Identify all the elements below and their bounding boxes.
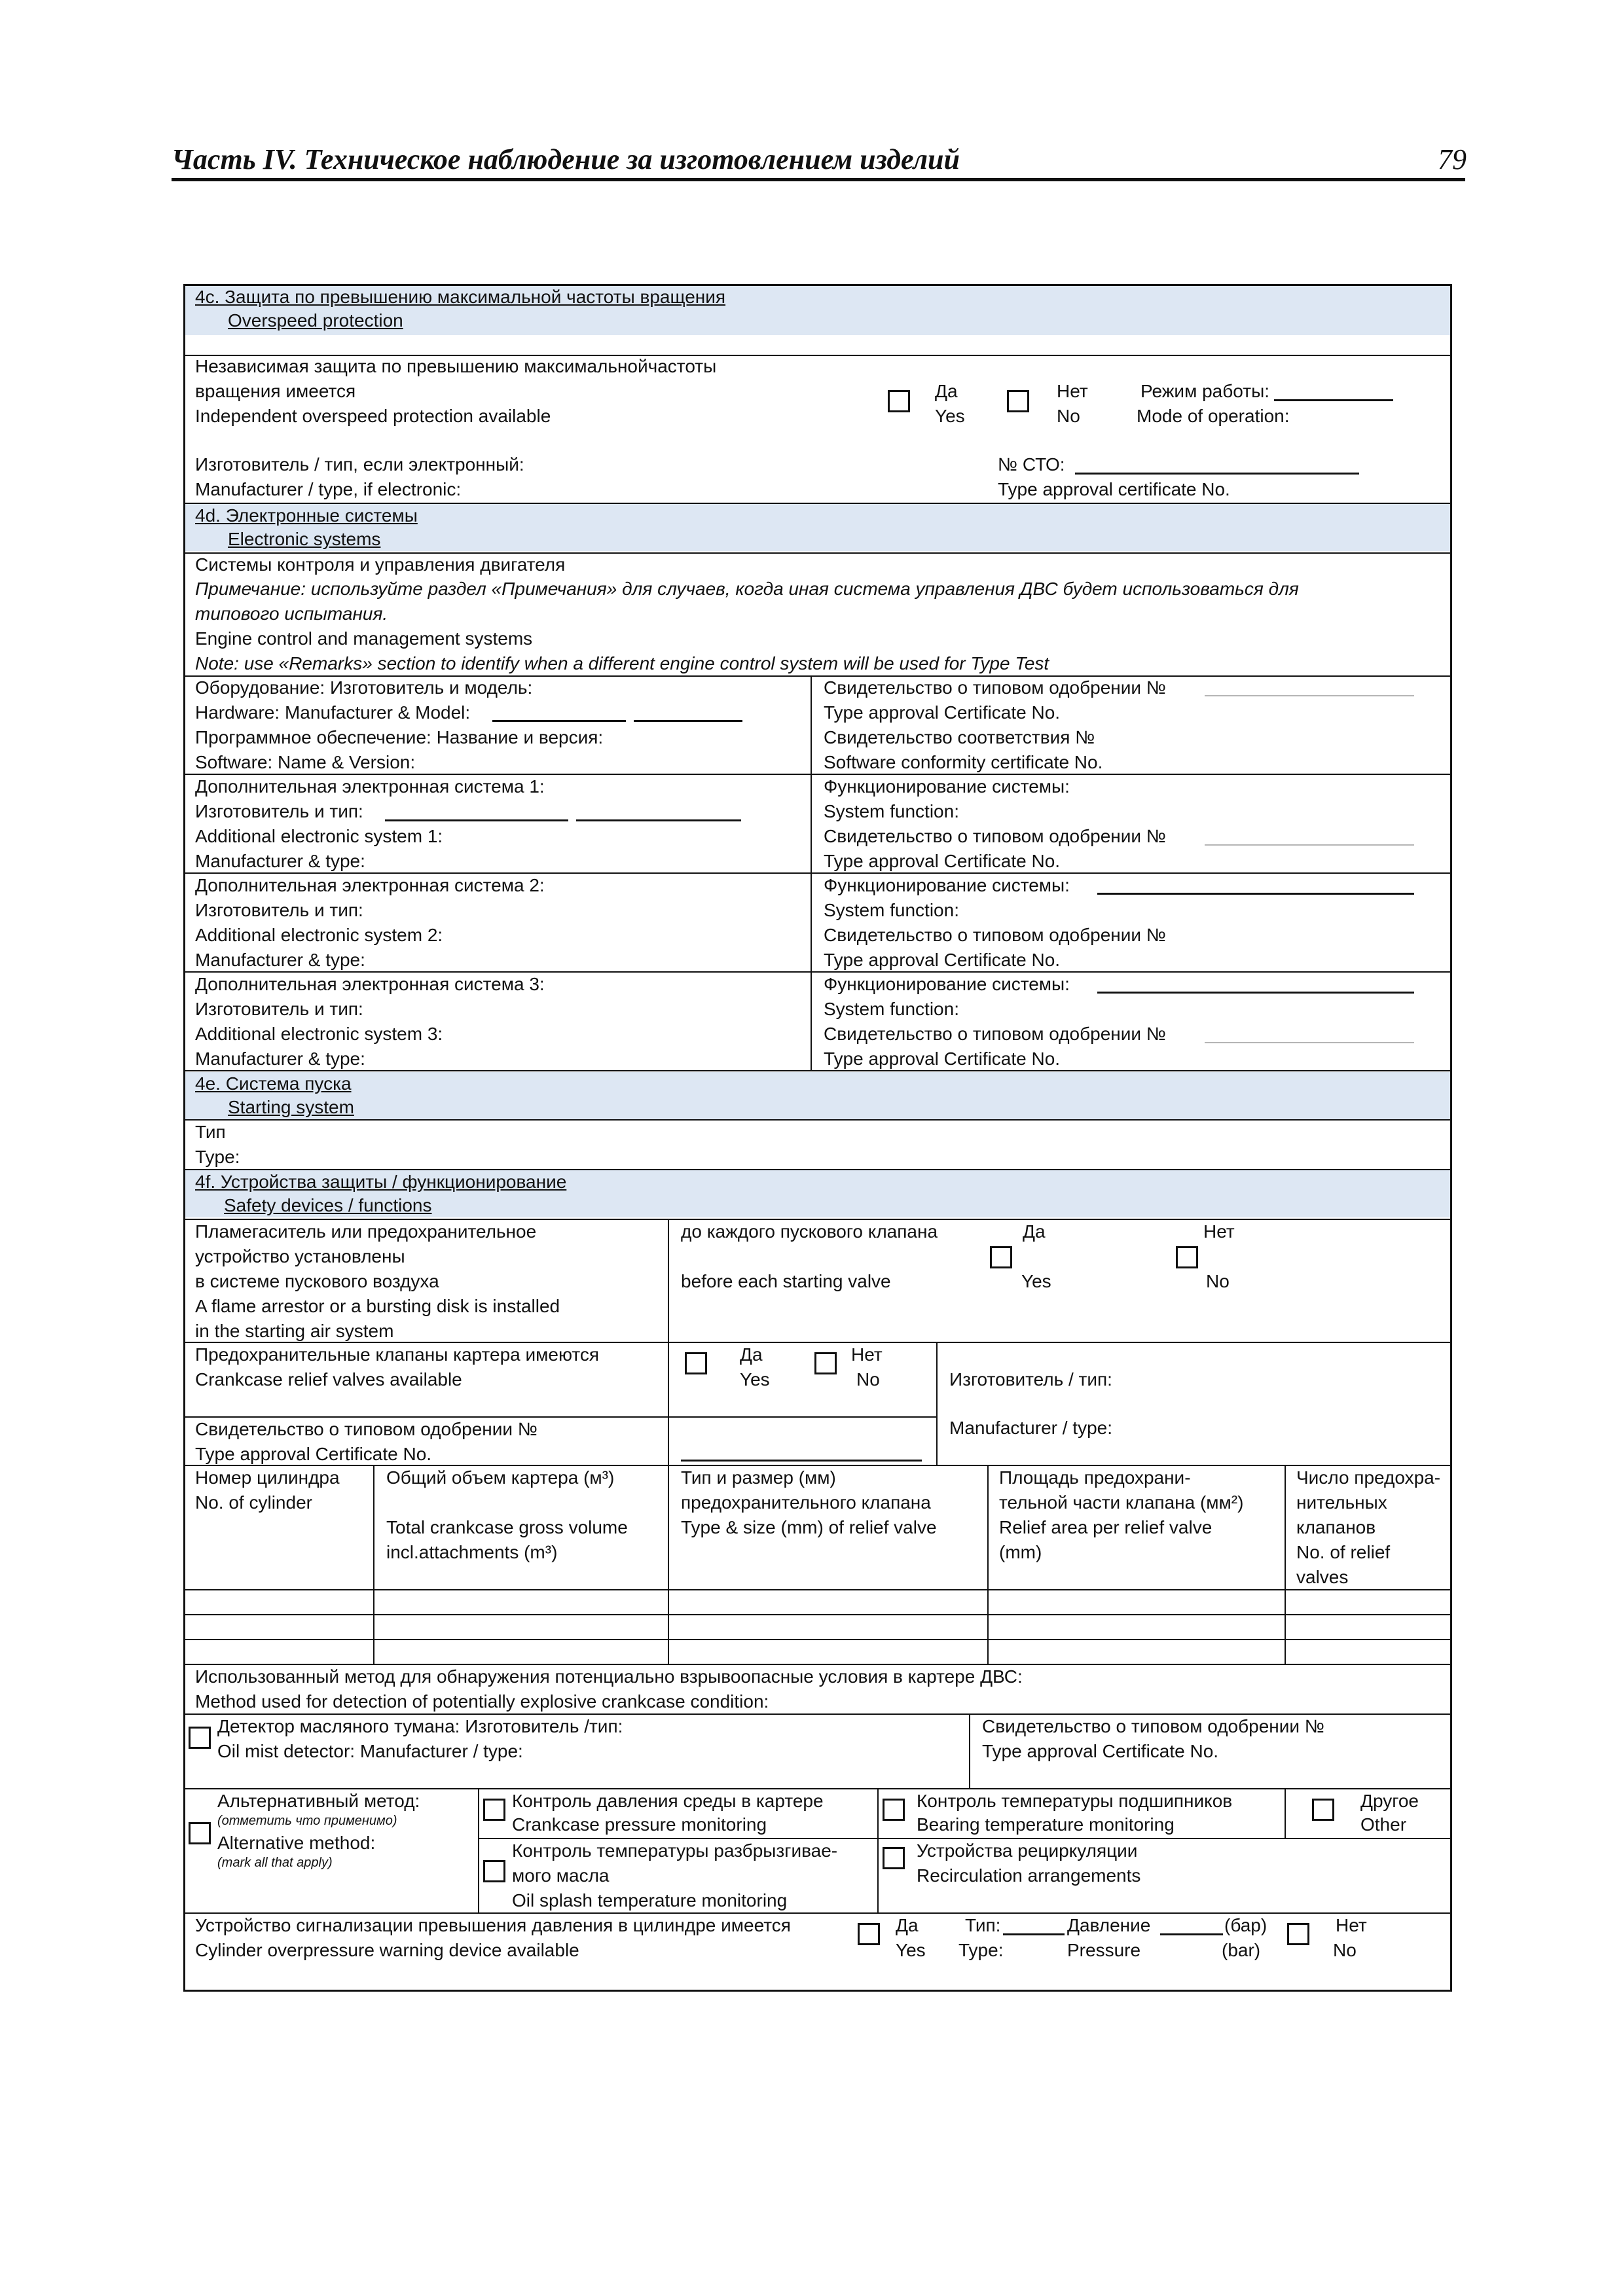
frame-bottom [183,1990,1452,1992]
overpressure-pressure-field[interactable] [1160,1933,1223,1935]
alternative-method-note-en: (mark all that apply) [217,1856,333,1870]
add-system-2-mt-ru: Изготовитель и тип: [195,900,363,920]
add-system-3-func-en: System function: [824,999,959,1019]
add-system-3-func-field[interactable] [1097,992,1414,994]
add-system-1-type-field[interactable] [576,819,741,821]
crankcase-relief-en: Crankcase relief valves available [195,1369,462,1390]
sto-number-en: Type approval certificate No. [998,479,1230,499]
section-4c-title-en: Overspeed protection [228,310,403,331]
page-header-title: Часть IV. Техническое наблюдение за изготовлением изделий [172,143,960,175]
rule-v [969,1713,970,1788]
hw-cert-field[interactable] [1205,695,1414,696]
col-area-en-1: Relief area per relief valve [999,1517,1213,1537]
overpressure-type-en: Type: [958,1940,1004,1960]
section-4e-title-ru: 4е. Система пуска [195,1073,352,1094]
crankcase-manufacturer-en: Manufacturer / type: [949,1418,1113,1438]
page-number: 79 [1438,143,1467,175]
add-system-3-cert-en: Type approval Certificate No. [824,1049,1061,1069]
section-4f-title-ru: 4f. Устройства защиты / функционирование [195,1172,567,1192]
bearing-temp-en: Bearing temperature monitoring [917,1814,1175,1835]
add-system-1-cert-en: Type approval Certificate No. [824,851,1061,871]
other-checkbox[interactable] [1312,1799,1334,1821]
frame-right [1450,284,1452,1992]
alternative-method-checkbox[interactable] [189,1822,211,1844]
sto-number-field[interactable] [1075,473,1359,475]
col-valve-en: Type & size (mm) of relief valve [681,1517,937,1537]
alternative-method-en: Alternative method: [217,1833,376,1853]
col-count-en-2: valves [1296,1567,1349,1587]
add-system-1-mt-ru: Изготовитель и тип: [195,801,363,821]
crankcase-yes-ru: Да [740,1344,763,1365]
rule-v [373,1465,374,1664]
crankcase-pressure-checkbox[interactable] [483,1799,505,1821]
sto-number-ru: № СТО: [998,454,1065,475]
hw-cert-ru: Свидетельство о типовом одобрении № [824,677,1166,698]
alternative-method-ru: Альтернативный метод: [217,1791,420,1811]
flame-arrestor-en-1: A flame arrestor or a bursting disk is installed [195,1296,560,1316]
mode-of-operation-ru: Режим работы: [1140,381,1269,401]
add-system-3-func-ru: Функционирование системы: [824,974,1070,994]
hardware-manufacturer-field[interactable] [492,720,626,722]
add-system-2-cert-en: Type approval Certificate No. [824,950,1061,970]
oil-mist-en: Oil mist detector: Manufacturer / type: [217,1741,523,1761]
overpressure-no-ru: Нет [1336,1915,1367,1935]
oil-splash-en: Oil splash temperature monitoring [512,1890,788,1910]
overspeed-yes-ru: Да [935,381,958,401]
hardware-ru: Оборудование: Изготовитель и модель: [195,677,533,698]
flame-arrestor-ru-1: Пламегаситель или предохранительное [195,1221,537,1242]
col-valve-ru-2: предохранительного клапана [681,1492,931,1513]
add-system-3-mt-en: Manufacturer & type: [195,1049,365,1069]
frame-left [183,284,185,1992]
alternative-method-note-ru: (отметить что применимо) [217,1814,397,1828]
col-volume-en-2: incl.attachments (m³) [386,1542,558,1562]
rule-v [987,1465,989,1664]
crankcase-no-ru: Нет [851,1344,883,1365]
add-system-2-en: Additional electronic system 2: [195,925,443,945]
engine-control-en: Engine control and management systems [195,628,533,649]
col-cylinder-ru: Номер цилиндра [195,1467,340,1488]
crankcase-cert-en: Type approval Certificate No. [195,1444,432,1464]
other-ru: Другое [1360,1791,1419,1811]
software-ru: Программное обеспечение: Название и версия: [195,727,604,747]
note-ru-1: Примечание: используйте раздел «Примечания» для случаев, когда иная система управления ДВС будет использоваться для [195,579,1299,599]
indep-overspeed-label-ru-2: вращения имеется [195,381,356,401]
oil-mist-cert-en: Type approval Certificate No. [982,1741,1219,1761]
sw-cert-ru: Свидетельство соответствия № [824,727,1095,747]
hardware-en: Hardware: Manufacturer & Model: [195,702,471,723]
overpressure-pressure-en: Pressure [1067,1940,1141,1960]
add-system-3-ru: Дополнительная электронная система 3: [195,974,545,994]
overspeed-no-checkbox[interactable] [1007,390,1029,412]
header-rule [172,178,1465,181]
electronic-manufacturer-en: Manufacturer / type, if electronic: [195,479,462,499]
flame-yes-ru: Да [1023,1221,1046,1242]
flame-no-ru: Нет [1203,1221,1235,1242]
col-cylinder-en: No. of cylinder [195,1492,312,1513]
crankcase-yes-en: Yes [740,1369,770,1390]
detection-method-en: Method used for detection of potentially explosive crankcase condition: [195,1691,769,1712]
oil-mist-ru: Детектор масляного тумана: Изготовитель /тип: [217,1716,623,1736]
overpressure-ru: Устройство сигнализации превышения давления в цилиндре имеется [195,1915,791,1935]
indep-overspeed-label-en: Independent overspeed protection available [195,406,551,426]
add-system-2-func-en: System function: [824,900,959,920]
add-system-1-mt-en: Manufacturer & type: [195,851,365,871]
flame-arrestor-ru-3: в системе пускового воздуха [195,1271,439,1291]
flame-arrestor-en-2: in the starting air system [195,1321,394,1341]
recirculation-checkbox[interactable] [883,1847,905,1869]
crankcase-cert-field[interactable] [681,1460,922,1462]
crankcase-no-checkbox[interactable] [814,1352,837,1374]
flame-yes-checkbox[interactable] [990,1246,1012,1268]
flame-yes-en: Yes [1021,1271,1051,1291]
add-system-1-func-ru: Функционирование системы: [824,776,1070,797]
rule-v [478,1788,479,1912]
rule [183,1070,1452,1071]
col-count-ru-1: Число предохра- [1296,1467,1441,1488]
overpressure-yes-ru: Да [896,1915,919,1935]
add-system-2-func-field[interactable] [1097,893,1414,895]
each-valve-ru: до каждого пускового клапана [681,1221,938,1242]
oil-splash-ru-1: Контроль температуры разбрызгивае- [512,1840,838,1861]
overpressure-bar-ru: (бар) [1224,1915,1267,1935]
flame-no-checkbox[interactable] [1176,1246,1198,1268]
overspeed-no-en: No [1057,406,1080,426]
add-system-3-cert-ru: Свидетельство о типовом одобрении № [824,1024,1166,1044]
oil-mist-cert-ru: Свидетельство о типовом одобрении № [982,1716,1324,1736]
add-system-1-func-en: System function: [824,801,959,821]
col-count-ru-2: нительных [1296,1492,1387,1513]
overpressure-bar-en: (bar) [1222,1940,1261,1960]
rule-v [811,675,812,1070]
overspeed-yes-checkbox[interactable] [888,390,910,412]
col-area-ru-2: тельной части клапана (мм²) [999,1492,1244,1513]
bearing-temp-ru: Контроль температуры подшипников [917,1791,1233,1811]
section-4c-title [195,285,725,309]
add-system-1-cert-ru: Свидетельство о типовом одобрении № [824,826,1166,846]
add-system-3-cert-field[interactable] [1205,1042,1414,1043]
bearing-temp-checkbox[interactable] [883,1799,905,1821]
crankcase-relief-ru: Предохранительные клапаны картера имеются [195,1344,600,1365]
starting-type-ru: Тип [195,1122,226,1142]
rule [183,1119,1452,1121]
overpressure-no-en: No [1333,1940,1357,1960]
section-4e-band [183,1072,1451,1119]
starting-type-en: Type: [195,1147,240,1167]
add-system-1-cert-field[interactable] [1205,844,1414,846]
note-ru-2: типового испытания. [195,603,388,624]
col-volume-en-1: Total crankcase gross volume [386,1517,628,1537]
rule-v [1285,1465,1286,1664]
rule-v [668,1219,669,1465]
overpressure-type-field[interactable] [1003,1933,1065,1935]
section-4f-title-en: Safety devices / functions [224,1195,432,1215]
add-system-2-cert-ru: Свидетельство о типовом одобрении № [824,925,1166,945]
overpressure-yes-en: Yes [896,1940,926,1960]
crankcase-pressure-en: Crankcase pressure monitoring [512,1814,767,1835]
col-count-ru-3: клапанов [1296,1517,1376,1537]
overspeed-no-ru: Нет [1057,381,1088,401]
col-area-ru-1: Площадь предохрани- [999,1467,1191,1488]
overspeed-yes-en: Yes [935,406,965,426]
rule-v [877,1788,879,1912]
crankcase-no-en: No [856,1369,880,1390]
overpressure-pressure-ru: Давление [1067,1915,1151,1935]
recirculation-ru: Устройства рециркуляции [917,1840,1138,1861]
add-system-2-ru: Дополнительная электронная система 2: [195,875,545,895]
add-system-3-mt-ru: Изготовитель и тип: [195,999,363,1019]
col-volume-ru: Общий объем картера (м³) [386,1467,615,1488]
crankcase-pressure-ru: Контроль давления среды в картере [512,1791,824,1811]
oil-splash-checkbox[interactable] [483,1860,505,1882]
rule-v [936,1342,938,1465]
col-area-en-2: (mm) [999,1542,1042,1562]
rule-v [1285,1788,1286,1838]
col-valve-ru-1: Тип и размер (мм) [681,1467,836,1488]
detection-method-ru: Использованный метод для обнаружения потенциально взрывоопасные условия в картере ДВС: [195,1666,1023,1687]
flame-arrestor-ru-2: устройство установлены [195,1246,405,1266]
hw-cert-en: Type approval Certificate No. [824,702,1061,723]
engine-control-ru: Системы контроля и управления двигателя [195,554,566,575]
crankcase-yes-checkbox[interactable] [685,1352,707,1374]
indep-overspeed-label-ru-1: Независимая защита по превышению максимальнойчастоты [195,356,717,376]
overpressure-type-ru: Тип: [965,1915,1001,1935]
crankcase-manufacturer-ru: Изготовитель / тип: [949,1369,1112,1390]
add-system-2-mt-en: Manufacturer & type: [195,950,365,970]
overpressure-yes-checkbox[interactable] [858,1923,880,1945]
section-4d-title-en: Electronic systems [228,529,381,549]
add-system-3-en: Additional electronic system 3: [195,1024,443,1044]
section-4e-title-en: Starting system [228,1097,354,1117]
mode-of-operation-field[interactable] [1274,399,1393,401]
add-system-1-manufacturer-field[interactable] [385,819,568,821]
electronic-manufacturer-ru: Изготовитель / тип, если электронный: [195,454,524,475]
flame-no-en: No [1206,1271,1230,1291]
add-system-1-en: Additional electronic system 1: [195,826,443,846]
other-en: Other [1360,1814,1407,1835]
mode-of-operation-en: Mode of operation: [1137,406,1290,426]
each-valve-en: before each starting valve [681,1271,891,1291]
software-en: Software: Name & Version: [195,752,416,772]
overpressure-en: Cylinder overpressure warning device available [195,1940,579,1960]
col-count-en-1: No. of relief [1296,1542,1391,1562]
section-4c-title-ru: 4с. Защита по превышению максимальной частоты вращения [195,287,726,307]
recirculation-en: Recirculation arrangements [917,1865,1141,1886]
crankcase-cert-ru: Свидетельство о типовом одобрении № [195,1419,538,1439]
add-system-2-func-ru: Функционирование системы: [824,875,1070,895]
overpressure-no-checkbox[interactable] [1287,1923,1309,1945]
oil-mist-checkbox[interactable] [189,1727,211,1749]
section-4d-title-ru: 4d. Электронные системы [195,505,418,526]
rule-v [668,1465,669,1664]
oil-splash-ru-2: мого масла [512,1865,610,1886]
add-system-1-ru: Дополнительная электронная система 1: [195,776,545,797]
note-en: Note: use «Remarks» section to identify when a different engine control system will be used for Type Test [195,653,1049,673]
hardware-model-field[interactable] [634,720,742,722]
sw-cert-en: Software conformity certificate No. [824,752,1103,772]
